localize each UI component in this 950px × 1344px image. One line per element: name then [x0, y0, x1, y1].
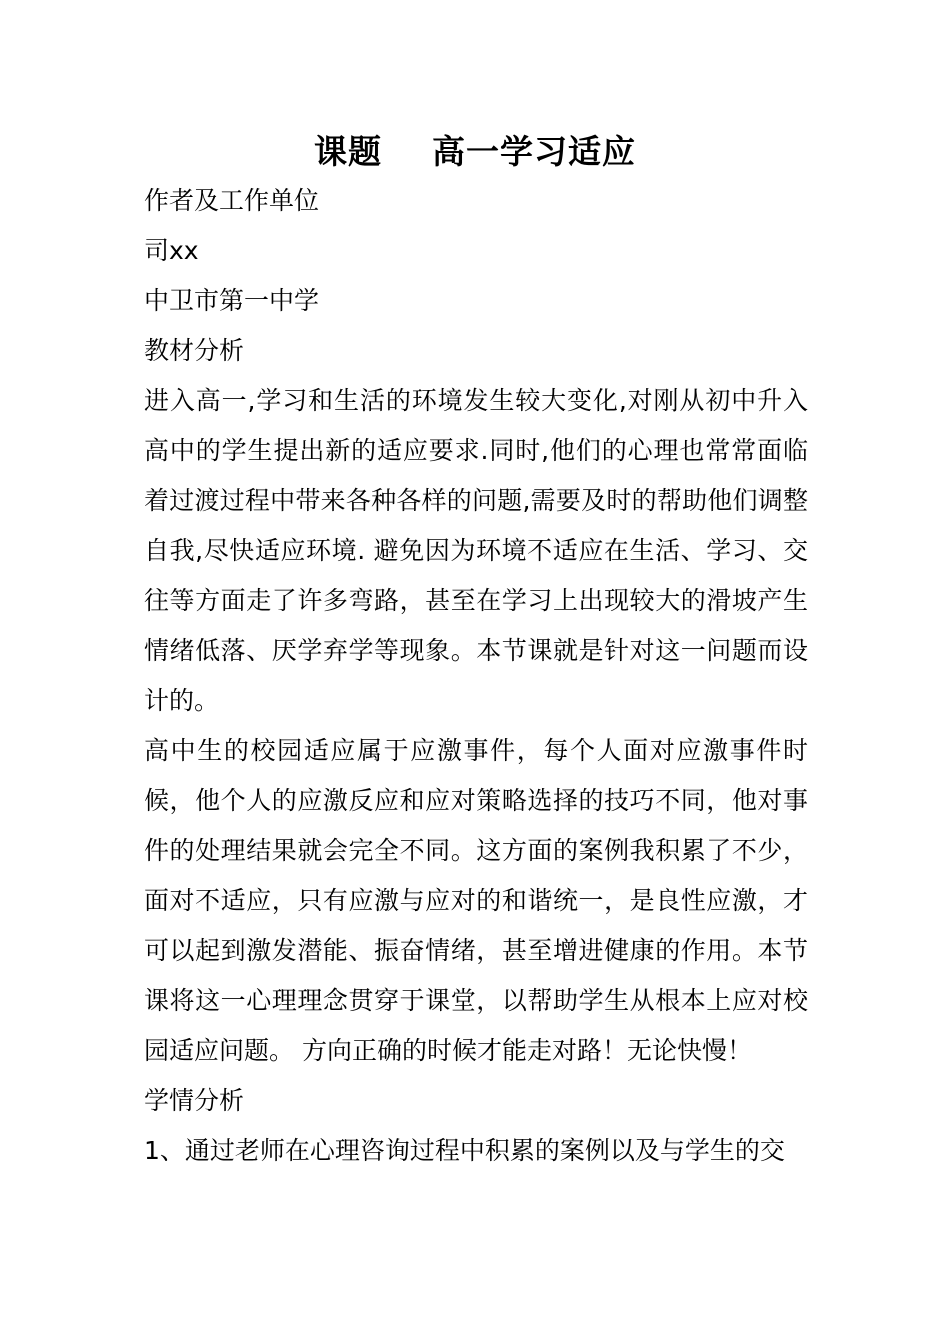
paragraph-material-analysis-2: 高中生的校园适应属于应激事件，每个人面对应激事件时候，他个人的应激反应和应对策略选择的技巧不同，他对事件的处理结果就会完全不同。这方面的案例我积累了不少，面对不适应，只有应激与应对的和谐统一，是良性应激，才可以起到激发潜能、振奋情绪，甚至增进健康的作用。本节课将这一心理理念贯穿于课堂，以帮助学生从根本上应对校园适应问题。 方向正确的时候才能走对路！无论快慢！: [144, 736, 808, 1065]
section-heading-material-analysis: 教材分析: [144, 336, 245, 365]
document-body: [144, 176, 808, 1176]
author-school: 中卫市第一中学: [144, 286, 320, 315]
author-name: 司xx: [144, 236, 199, 265]
section-heading-student-analysis: 学情分析: [144, 1086, 245, 1115]
author-heading: 作者及工作单位: [144, 186, 320, 215]
paragraph-student-analysis-1: 1、通过老师在心理咨询过程中积累的案例以及与学生的交: [144, 1136, 785, 1165]
document-title: 课题 高一学习适应: [314, 132, 636, 171]
paragraph-material-analysis-1: 进入高一,学习和生活的环境发生较大变化,对刚从初中升入高中的学生提出新的适应要求.同时,他们的心理也常常面临着过渡过程中带来各种各样的问题,需要及时的帮助他们调整自我,尽快适应环境. 避免因为环境不适应在生活、学习、交往等方面走了许多弯路，甚至在学习上出现较大的滑坡产生情绪低落、厌学弃学等现象。本节课就是针对这一问题而设计的。: [144, 386, 808, 715]
